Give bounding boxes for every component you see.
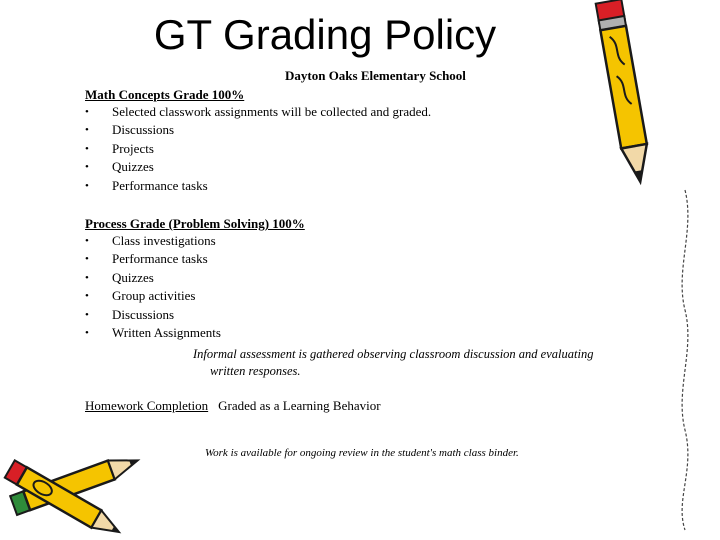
homework-label: Homework Completion <box>85 398 209 413</box>
list-item: • Performance tasks <box>85 177 505 195</box>
binder-note: Work is available for ongoing review in the student's math class binder. <box>205 447 519 459</box>
page-title: GT Grading Policy <box>153 11 497 58</box>
list-item: • Group activities <box>85 287 505 305</box>
list-item: • Discussions <box>85 121 505 139</box>
bullet: • <box>85 161 89 174</box>
wavy-line-decoration <box>670 190 700 530</box>
process-grade-section <box>85 216 505 342</box>
homework-value: Graded as a Learning Behavior <box>218 398 381 413</box>
homework-row <box>85 398 381 414</box>
bullet: • <box>85 235 89 247</box>
crossed-pencils-clipart-icon <box>0 430 150 540</box>
bullet: • <box>85 142 89 155</box>
school-name: Dayton Oaks Elementary School <box>285 68 466 83</box>
list-item: • Written Assignments <box>85 324 505 342</box>
list-item: • Quizzes <box>85 269 505 287</box>
bullet: • <box>85 271 89 284</box>
bullet: • <box>85 290 89 303</box>
bullet: • <box>85 106 89 118</box>
math-concepts-list <box>85 103 505 195</box>
pencil-clipart-icon <box>580 0 670 200</box>
list-item: • Class investigations <box>85 232 505 250</box>
list-item: • Projects <box>85 140 505 158</box>
list-item: • Discussions <box>85 306 505 324</box>
list-item: • Quizzes <box>85 158 505 176</box>
bullet: • <box>85 308 89 321</box>
informal-note-line2: written responses. <box>210 364 301 378</box>
list-item: • Selected classwork assignments will be collected and graded. <box>85 103 505 121</box>
process-grade-list <box>85 232 505 342</box>
list-item: • Performance tasks <box>85 250 505 268</box>
bullet: • <box>85 253 89 266</box>
bullet: • <box>85 326 89 339</box>
math-concepts-heading: Math Concepts Grade 100% <box>85 87 245 102</box>
math-concepts-section <box>85 87 505 195</box>
informal-assessment-note <box>193 346 593 380</box>
informal-note-line1: Informal assessment is gathered observing classroom discussion and evaluating <box>193 347 594 361</box>
process-grade-heading: Process Grade (Problem Solving) 100% <box>85 216 305 231</box>
bullet: • <box>85 124 89 137</box>
bullet: • <box>85 179 89 192</box>
